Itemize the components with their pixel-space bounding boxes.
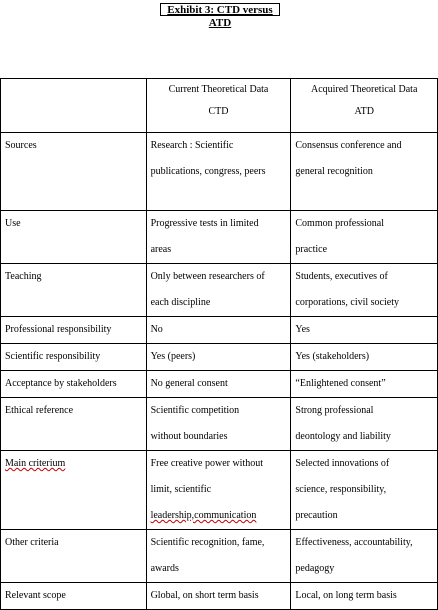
comparison-table [0, 78, 438, 610]
table-row [1, 317, 438, 344]
row-label: Scientific responsibility [1, 344, 147, 371]
table-row [1, 398, 438, 451]
header-ctd-abbr: CTD [208, 106, 229, 117]
row-label: Ethical reference [1, 398, 147, 451]
main-criterium-label: Main criterium [5, 458, 66, 469]
ctd-cell: Free creative power without limit, scientific leadership,communication [146, 451, 291, 530]
atd-cell: Effectiveness, accountability, pedagogy [291, 530, 438, 583]
row-label: Sources [1, 133, 147, 211]
table-row [1, 530, 438, 583]
row-label: Use [1, 211, 147, 264]
table-row [1, 133, 438, 211]
ctd-cell: No general consent [146, 371, 291, 398]
table-row [1, 371, 438, 398]
ctd-cell: Research : Scientific publications, congress, peers [146, 133, 291, 211]
row-label [1, 451, 147, 530]
table-row [1, 451, 438, 530]
table-row [1, 264, 438, 317]
header-atd-abbr: ATD [354, 106, 374, 117]
row-label: Other criteria [1, 530, 147, 583]
atd-cell: Consensus conference and general recognition [291, 133, 438, 211]
ctd-cell: Yes (peers) [146, 344, 291, 371]
ctd-cell: Global, on short term basis [146, 583, 291, 610]
ctd-cell: Only between researchers of each discipline [146, 264, 291, 317]
header-ctd-name: Current Theoretical Data [168, 84, 269, 95]
atd-cell: Strong professional deontology and liability [291, 398, 438, 451]
row-label: Professional responsibility [1, 317, 147, 344]
atd-cell: Yes [291, 317, 438, 344]
ctd-cell: Scientific recognition, fame, awards [146, 530, 291, 583]
table-row [1, 583, 438, 610]
table-row [1, 344, 438, 371]
table-header-row [1, 79, 438, 133]
row-label: Relevant scope [1, 583, 147, 610]
header-empty-cell [1, 79, 147, 133]
ctd-cell: Progressive tests in limited areas [146, 211, 291, 264]
exhibit-title: Exhibit 3: CTD versus ATD [160, 3, 280, 16]
table-row [1, 211, 438, 264]
ctd-cell: Scientific competition without boundaries [146, 398, 291, 451]
header-ctd [146, 79, 291, 133]
row-label: Teaching [1, 264, 147, 317]
atd-cell: Students, executives of corporations, civil society [291, 264, 438, 317]
header-atd [291, 79, 438, 133]
atd-cell: Local, on long term basis [291, 583, 438, 610]
atd-cell: Selected innovations of science, responsibility, precaution [291, 451, 438, 530]
header-atd-name: Acquired Theoretical Data [310, 84, 418, 95]
ctd-cell: No [146, 317, 291, 344]
row-label: Acceptance by stakeholders [1, 371, 147, 398]
atd-cell: Common professional practice [291, 211, 438, 264]
atd-cell: “Enlightened consent” [291, 371, 438, 398]
atd-cell: Yes (stakeholders) [291, 344, 438, 371]
